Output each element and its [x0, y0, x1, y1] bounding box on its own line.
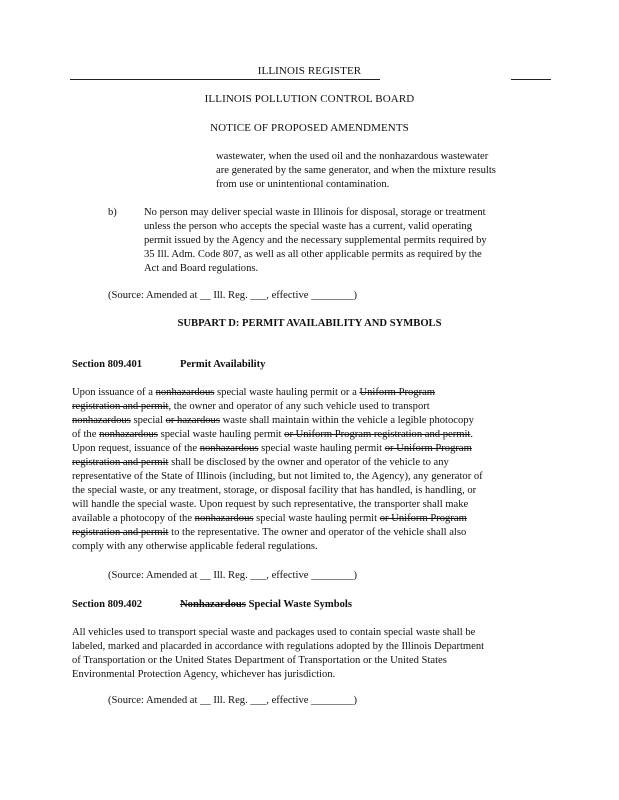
source-note-3: (Source: Amended at __ Ill. Reg. ___, effective ________): [108, 695, 357, 706]
struck-text: registration and permit: [72, 527, 169, 538]
section-401-line: [72, 526, 552, 540]
body-text: special waste hauling permit: [157, 429, 285, 440]
header-rule-right: [511, 79, 551, 80]
section-401-line: [72, 470, 552, 484]
item-b-line: Act and Board regulations.: [144, 263, 259, 274]
continuation-text: [216, 150, 556, 192]
body-text: special waste hauling permit: [258, 443, 385, 454]
body-text: special: [130, 415, 166, 426]
section-402-body: [72, 626, 552, 682]
subpart-heading: SUBPART D: PERMIT AVAILABILITY AND SYMBOLS: [177, 318, 442, 329]
section-402-title-text: Special Waste Symbols: [245, 599, 352, 610]
register-title-text: ILLINOIS REGISTER: [257, 65, 362, 77]
body-text: Upon request, issuance of the: [72, 443, 200, 454]
section-402-line: of Transportation or the United States Department of Transportation or the United States: [72, 655, 447, 666]
body-text: waste shall maintain within the vehicle a legible photocopy: [219, 415, 474, 426]
struck-text: or Uniform Program registration and permit: [284, 429, 471, 440]
body-text: representative of the State of Illinois (including, but not limited to, the Agency), any generator of: [72, 471, 483, 482]
section-401-line: [72, 414, 552, 428]
section-402-title-struck: Nonhazardous: [180, 599, 246, 610]
body-text: special waste hauling permit or a: [214, 387, 360, 398]
body-text: available a photocopy of the: [72, 513, 195, 524]
section-401-line: [72, 498, 552, 512]
struck-text: nonhazardous: [194, 513, 254, 524]
body-text: .: [470, 429, 474, 440]
section-401-line: [72, 428, 552, 442]
body-text: the special waste, or any treatment, storage, or disposal facility that has handled, is handling, or: [72, 485, 477, 496]
item-b-line: permit issued by the Agency and the necessary supplemental permits required by: [144, 235, 487, 246]
item-b-line: unless the person who accepts the special waste has a current, valid operating: [144, 221, 472, 232]
source-note-2: (Source: Amended at __ Ill. Reg. ___, effective ________): [108, 570, 357, 581]
struck-text: nonhazardous: [199, 443, 259, 454]
section-401-line: [72, 442, 552, 456]
section-402-line: Environmental Protection Agency, whichever has jurisdiction.: [72, 669, 336, 680]
body-text: to the representative. The owner and operator of the vehicle shall also: [168, 527, 467, 538]
struck-text: or Uniform Program: [384, 443, 472, 454]
continuation-line: wastewater, when the used oil and the nonhazardous wastewater: [216, 151, 489, 162]
source-note-1: (Source: Amended at __ Ill. Reg. ___, effective ________): [108, 290, 357, 301]
section-402-number: Section 809.402: [72, 599, 143, 610]
section-401-title: Permit Availability: [180, 359, 266, 370]
item-b-text: [144, 206, 554, 276]
struck-text: or hazardous: [165, 415, 220, 426]
struck-text: nonhazardous: [155, 387, 215, 398]
section-401-line: [72, 512, 552, 526]
item-b-line: No person may deliver special waste in Illinois for disposal, storage or treatment: [144, 207, 486, 218]
body-text: comply with any otherwise applicable federal regulations.: [72, 541, 318, 552]
struck-text: nonhazardous: [72, 415, 131, 426]
board-title: ILLINOIS POLLUTION CONTROL BOARD: [204, 93, 415, 105]
section-401-number: Section 809.401: [72, 359, 143, 370]
item-b-label: b): [108, 207, 117, 218]
section-401-line: [72, 484, 552, 498]
body-text: , the owner and operator of any such vehicle used to transport: [168, 401, 430, 412]
notice-title: NOTICE OF PROPOSED AMENDMENTS: [210, 122, 409, 134]
continuation-line: from use or unintentional contamination.: [216, 179, 390, 190]
header-rule-left: [70, 79, 380, 80]
body-text: shall be disclosed by the owner and operator of the vehicle to any: [168, 457, 449, 468]
struck-text: registration and permit: [72, 457, 169, 468]
section-401-line: [72, 540, 552, 554]
section-402-line: All vehicles used to transport special waste and packages used to contain special waste shall be: [72, 627, 476, 638]
section-401-line: [72, 456, 552, 470]
section-401-line: [72, 386, 552, 400]
struck-text: registration and permit: [72, 401, 169, 412]
section-402-title: [180, 598, 352, 612]
struck-text: or Uniform Program: [379, 513, 467, 524]
register-title: [0, 64, 619, 78]
item-b-line: 35 Ill. Adm. Code 807, as well as all other applicable permits as required by the: [144, 249, 482, 260]
body-text: special waste hauling permit: [253, 513, 380, 524]
body-text: of the: [72, 429, 100, 440]
body-text: Upon issuance of a: [72, 387, 156, 398]
continuation-line: are generated by the same generator, and when the mixture results: [216, 165, 496, 176]
section-401-line: [72, 400, 552, 414]
struck-text: nonhazardous: [99, 429, 158, 440]
body-text: will handle the special waste. Upon request by such representative, the transporter shall make: [72, 499, 469, 510]
struck-text: Uniform Program: [359, 387, 436, 398]
section-402-line: labeled, marked and placarded in accordance with regulations adopted by the Illinois Department: [72, 641, 485, 652]
section-401-body: [72, 386, 552, 554]
